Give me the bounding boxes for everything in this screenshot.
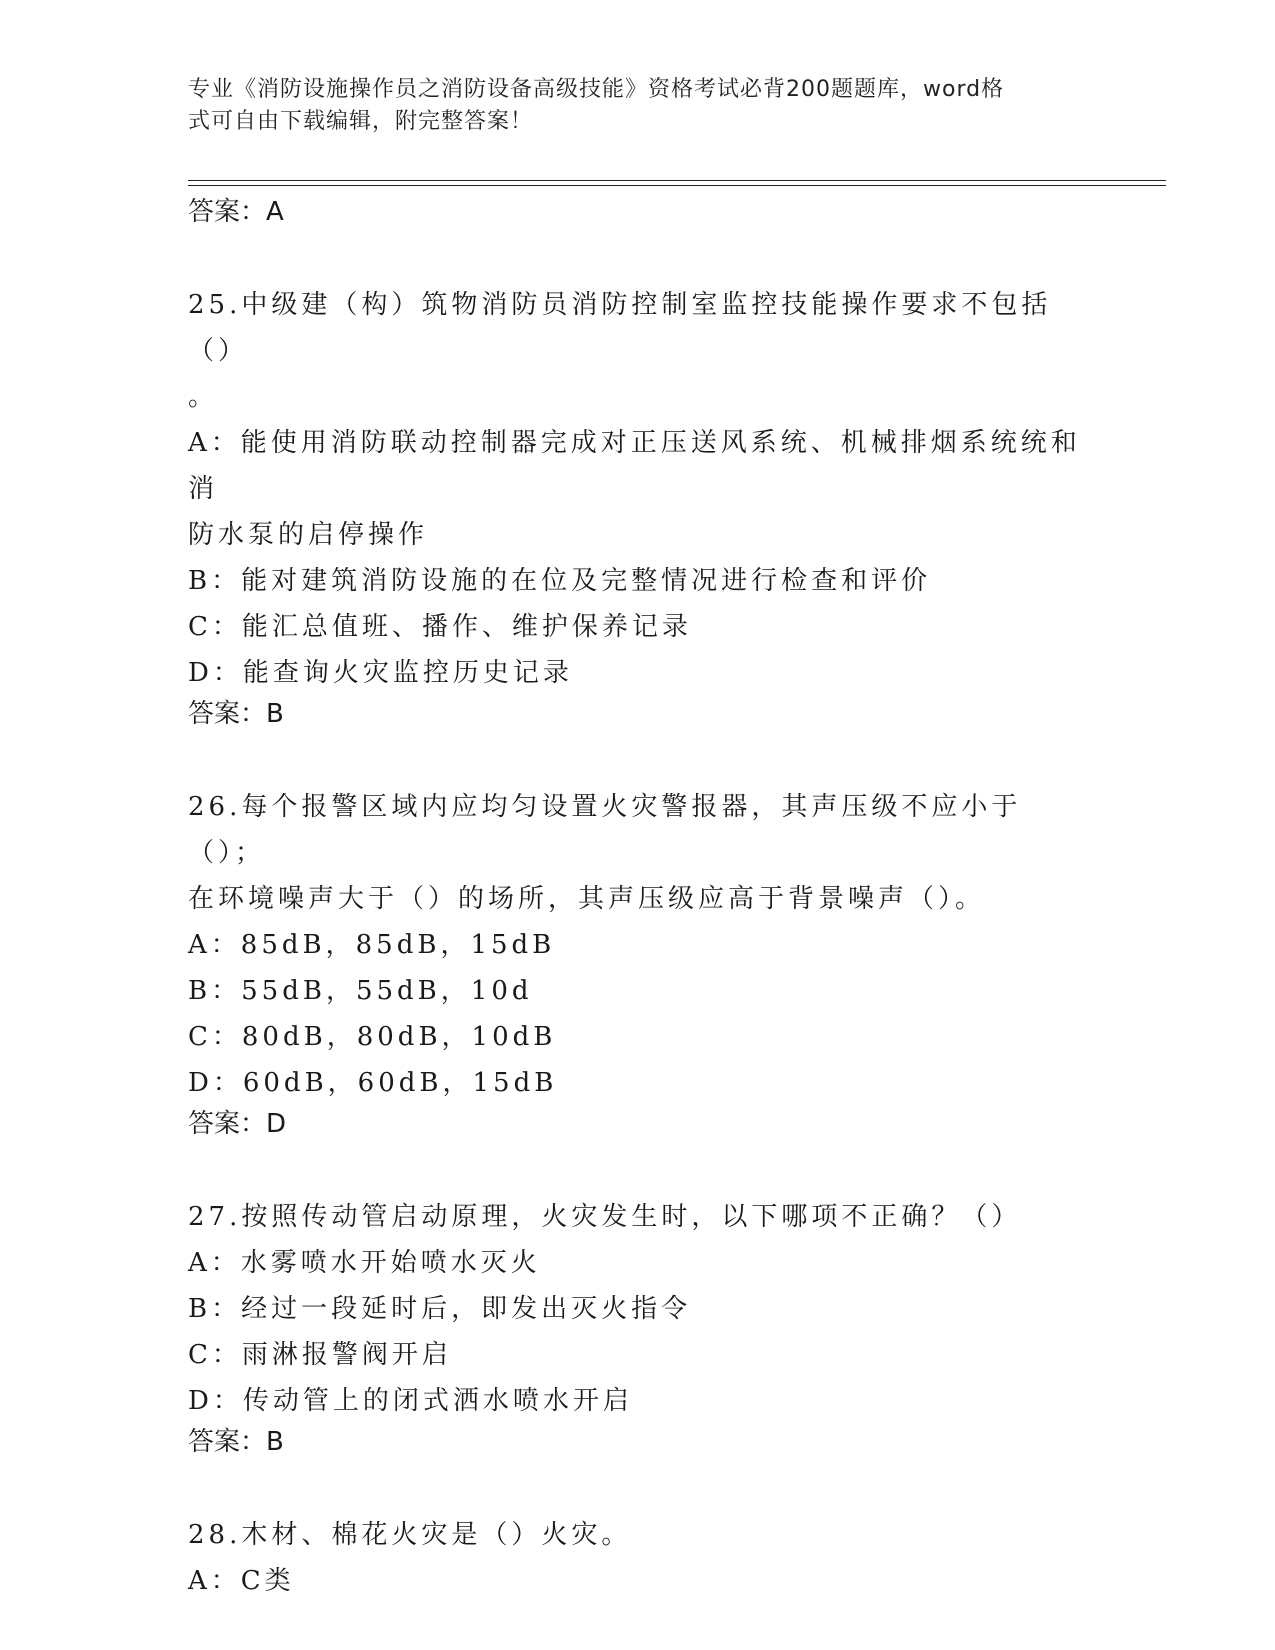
header-divider-bottom: [188, 185, 1166, 186]
question-stem-line: 27.按照传动管启动原理，火灾发生时，以下哪项不正确？（）: [188, 1202, 1022, 1232]
question-block: [188, 1194, 1088, 1460]
answer-line: 答案：B: [188, 1427, 284, 1457]
option-line: C：能汇总值班、播作、维护保养记录: [188, 612, 692, 642]
option-line: C：雨淋报警阀开启: [188, 1340, 452, 1370]
question-stem-line: 。: [188, 382, 219, 412]
document-header: [188, 74, 1068, 138]
question-stem-line: 28.木材、棉花火灾是（）火灾。: [188, 1520, 632, 1550]
answer-line: 答案：B: [188, 699, 284, 729]
option-line: 防水泵的启停操作: [188, 520, 429, 550]
option-line: D：能查询火灾监控历史记录: [188, 658, 573, 688]
option-line: D：传动管上的闭式洒水喷水开启: [188, 1386, 633, 1416]
question-stem-line: 26.每个报警区域内应均匀设置火灾警报器，其声压级不应小于（）；: [188, 792, 1022, 868]
option-line: A：C类: [188, 1566, 295, 1596]
option-line: B：55dB，55dB，10d: [188, 976, 533, 1006]
question-block: [188, 1512, 1088, 1604]
header-line-2: 式可自由下载编辑，附完整答案！: [188, 109, 534, 134]
option-line: B：经过一段延时后，即发出灭火指令: [188, 1294, 692, 1324]
option-line: A：水雾喷水开始喷水灭火: [188, 1248, 541, 1278]
header-line-1: 专业《消防设施操作员之消防设备高级技能》资格考试必背200题题库，word格: [188, 77, 1005, 102]
question-block: [188, 784, 1088, 1142]
question-block: [188, 282, 1088, 732]
header-divider-top: [188, 180, 1166, 181]
option-line: A：85dB，85dB，15dB: [188, 930, 556, 960]
question-stem-line: 在环境噪声大于（）的场所，其声压级应高于背景噪声（）。: [188, 884, 986, 914]
answer-line: 答案：A: [188, 197, 284, 227]
option-line: D：60dB，60dB，15dB: [188, 1068, 558, 1098]
option-line: C：80dB，80dB，10dB: [188, 1022, 557, 1052]
option-line: B：能对建筑消防设施的在位及完整情况进行检查和评价: [188, 566, 932, 596]
questions-container: [188, 282, 1088, 1604]
answer-line: 答案：D: [188, 1109, 287, 1139]
question-stem-line: 25.中级建（构）筑物消防员消防控制室监控技能操作要求不包括（）: [188, 290, 1052, 366]
option-line: A：能使用消防联动控制器完成对正压送风系统、机械排烟系统统和消: [188, 428, 1081, 504]
question-list: [188, 194, 1088, 1604]
